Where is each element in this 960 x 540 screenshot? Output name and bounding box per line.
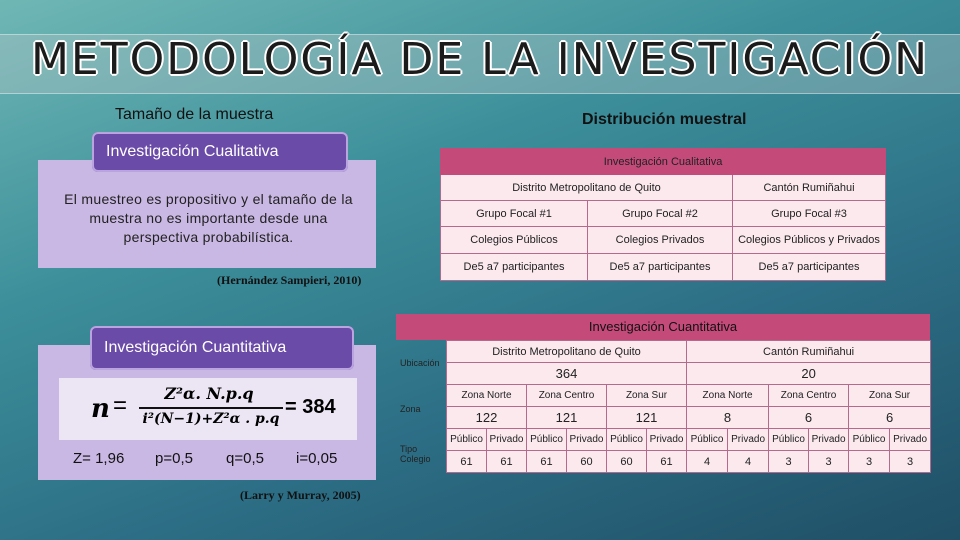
type-cell: Privado xyxy=(809,429,849,451)
label-ubicacion: Ubicación xyxy=(400,358,440,368)
type-count: 3 xyxy=(809,451,849,473)
qual-text: El muestreo es propositivo y el tamaño de la muestra no es importante desde una perspectiva probabilística. xyxy=(64,191,353,245)
label-tipo-colegio: Tipo Colegio xyxy=(400,444,431,464)
formula-numerator: Z²α. N.p.q xyxy=(164,384,254,403)
zone-count: 121 xyxy=(607,407,687,429)
param-p: p=0,5 xyxy=(155,450,193,467)
quant-total-b: 20 xyxy=(687,363,931,385)
param-z: Z= 1,96 xyxy=(73,450,125,467)
type-count: 61 xyxy=(487,451,527,473)
quant-pill-label: Investigación Cuantitativa xyxy=(104,339,287,356)
zone-cell: Zona Sur xyxy=(607,385,687,407)
qual-group-3: Grupo Focal #3 xyxy=(733,201,886,227)
formula-result: = 384 xyxy=(285,396,336,418)
quant-table-header: Investigación Cuantitativa xyxy=(396,314,930,340)
type-count: 61 xyxy=(527,451,567,473)
qual-region-b: Cantón Rumiñahui xyxy=(733,175,886,201)
qual-participants-3: De5 a7 participantes xyxy=(733,254,886,281)
type-count: 60 xyxy=(607,451,647,473)
param-i: i=0,05 xyxy=(296,450,338,467)
zone-cell: Zona Centro xyxy=(527,385,607,407)
type-cell: Privado xyxy=(567,429,607,451)
qual-citation: (Hernández Sampieri, 2010) xyxy=(217,273,362,287)
formula-box xyxy=(59,378,357,440)
zone-cell: Zona Sur xyxy=(849,385,931,407)
qual-pill-label: Investigación Cualitativa xyxy=(106,143,279,160)
left-heading: Tamaño de la muestra xyxy=(115,106,274,123)
type-count: 3 xyxy=(849,451,890,473)
type-count: 3 xyxy=(890,451,931,473)
qual-school-3: Colegios Públicos y Privados xyxy=(733,227,886,254)
qual-group-2: Grupo Focal #2 xyxy=(588,201,733,227)
qual-school-2: Colegios Privados xyxy=(588,227,733,254)
qual-participants-1: De5 a7 participantes xyxy=(441,254,588,281)
zone-count: 122 xyxy=(447,407,527,429)
formula-n: n xyxy=(91,394,110,424)
qual-group-1: Grupo Focal #1 xyxy=(441,201,588,227)
qual-participants-2: De5 a7 participantes xyxy=(588,254,733,281)
type-cell: Público xyxy=(849,429,890,451)
type-count: 3 xyxy=(769,451,809,473)
zone-cell: Zona Norte xyxy=(447,385,527,407)
type-cell: Público xyxy=(447,429,487,451)
quant-citation: (Larry y Murray, 2005) xyxy=(240,488,361,502)
qual-table-header: Investigación Cualitativa xyxy=(441,149,886,175)
zone-count: 121 xyxy=(527,407,607,429)
formula-eq: = xyxy=(113,392,128,419)
qual-region-a: Distrito Metropolitano de Quito xyxy=(441,175,733,201)
type-cell: Privado xyxy=(487,429,527,451)
zone-count: 8 xyxy=(687,407,769,429)
qual-pill xyxy=(92,132,348,172)
type-cell: Público xyxy=(687,429,728,451)
type-cell: Privado xyxy=(647,429,687,451)
qual-table xyxy=(440,148,886,281)
zone-cell: Zona Norte xyxy=(687,385,769,407)
quant-total-a: 364 xyxy=(447,363,687,385)
type-count: 61 xyxy=(447,451,487,473)
right-heading: Distribución muestral xyxy=(582,111,747,128)
quant-table xyxy=(446,340,931,473)
label-zona: Zona xyxy=(400,404,421,414)
type-count: 60 xyxy=(567,451,607,473)
quant-pill xyxy=(90,326,354,370)
type-cell: Público xyxy=(769,429,809,451)
page-title: METODOLOGÍA DE LA INVESTIGACIÓN xyxy=(30,34,930,85)
quant-region-b: Cantón Rumiñahui xyxy=(687,341,931,363)
type-cell: Público xyxy=(607,429,647,451)
formula-fraction-line xyxy=(139,407,283,409)
type-count: 4 xyxy=(687,451,728,473)
type-cell: Público xyxy=(527,429,567,451)
type-cell: Privado xyxy=(728,429,769,451)
type-count: 4 xyxy=(728,451,769,473)
param-q: q=0,5 xyxy=(226,450,264,467)
quant-region-a: Distrito Metropolitano de Quito xyxy=(447,341,687,363)
qual-school-1: Colegios Públicos xyxy=(441,227,588,254)
zone-count: 6 xyxy=(769,407,849,429)
zone-cell: Zona Centro xyxy=(769,385,849,407)
type-cell: Privado xyxy=(890,429,931,451)
zone-count: 6 xyxy=(849,407,931,429)
formula-denominator: i²(N−1)+Z²α . p.q xyxy=(142,411,280,427)
type-count: 61 xyxy=(647,451,687,473)
